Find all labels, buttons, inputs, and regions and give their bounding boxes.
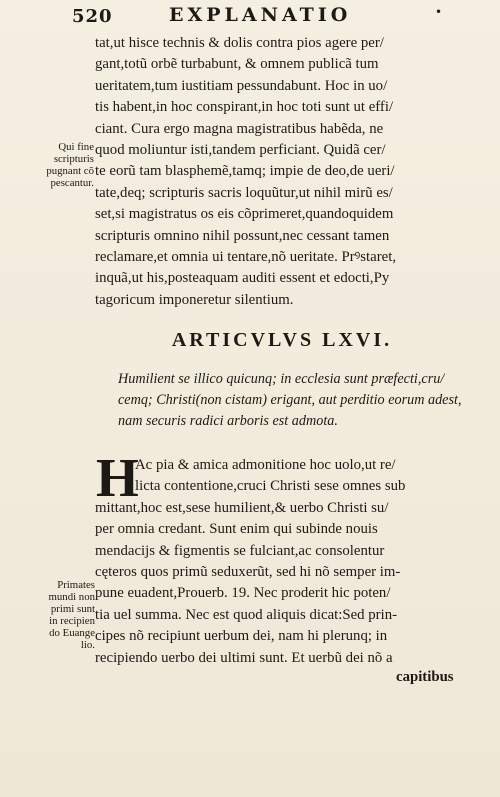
summary-line: cemq; Christi(non cistam) erigant, aut perditio eorum adest, (118, 392, 462, 409)
text-line: gant,totũ orbẽ turbabunt, & omnem publicã tum (95, 56, 379, 73)
text-line: ueritatem,tum iustitiam pessundabunt. Hoc in uo/ (95, 77, 388, 94)
page-number: 520 (72, 6, 113, 27)
margin-note (8, 579, 95, 651)
text-line: quod moliuntur isti,tandem perficiant. Quidã cer/ (95, 142, 386, 159)
text-line: ciant. Cura ergo magna magistratibus habẽda, ne (95, 120, 384, 137)
text-line: inquã,ut his,posteaquam auditi essent et edocti,Py (95, 270, 390, 287)
summary-line: Humilient se illico quicunq; in ecclesia sunt præfecti,cru/ (118, 371, 445, 387)
text-line: tat,ut hisce technis & dolis contra pios agere per/ (95, 35, 384, 51)
text-line: set,si magistratus os eis cõprimeret,quandoquidem (95, 206, 394, 223)
header-mark: • (435, 5, 443, 19)
text-line: cipes nõ recipiunt uerbum dei, nam hi plerunq; in (95, 628, 388, 645)
margin-note-line: pugnant cõ (46, 165, 94, 177)
margin-note-line: primi sunt (50, 603, 95, 615)
margin-note-line: do Euange (49, 627, 95, 639)
summary-line: nam securis radici arboris est admota. (118, 413, 338, 430)
margin-note-line: in recipien (49, 615, 95, 627)
margin-note-line: Primates (57, 579, 95, 591)
margin-note-line: pescantur. (50, 177, 94, 189)
text-line: reclamare,et omnia ui tentare,nõ ueritate. Prꝰstaret, (95, 249, 397, 266)
text-line: tia uel summa. Nec est quod aliquis dicat:Sed prin‑ (95, 606, 398, 623)
page-header (72, 4, 482, 28)
margin-note-line: scripturis (53, 153, 94, 165)
text-line: tis habent,in hoc conspirant,in hoc toti sunt ut effi/ (95, 99, 394, 116)
margin-note-line: mundi non (48, 591, 95, 603)
text-line: pune euadent,Prouerb. 19. Nec proderit hic poten/ (95, 585, 391, 602)
text-line: Ac pia & amica admonitione hoc uolo,ut re/ (135, 457, 396, 473)
text-line: mendacijs & figmentis se fulciant,ac consolentur (95, 542, 385, 559)
text-line: licta contentione,cruci Christi sese omnes sub (135, 478, 406, 495)
running-head: EXPLANATIO (169, 4, 352, 26)
margin-note-line: lio. (80, 639, 95, 651)
article-summary (118, 369, 474, 433)
bottom-text-block (95, 447, 469, 669)
text-line: tagoricum imponeretur silentium. (95, 291, 294, 308)
catchword: capitibus (396, 669, 454, 685)
text-line: te eorũ tam blasphemẽ,tamq; impie de deo,de ueri/ (95, 163, 395, 180)
article-heading: ARTICVLVS LXVI. (171, 329, 393, 351)
text-line: recipiendo uerbo dei ultimi sunt. Et uerbũ dei nõ a (95, 649, 393, 666)
text-line: cęteros quos primũ seduxerũt, sed hi nõ semper im‑ (95, 564, 401, 581)
text-line: tate,deq; scripturis sacris loquũtur,ut nihil mirũ es/ (95, 184, 393, 201)
text-line: mittant,hoc est,sese humilient,& uerbo Christi su/ (95, 499, 389, 516)
top-text-block (95, 33, 469, 311)
drop-cap-initial: H (96, 447, 139, 508)
margin-note (16, 141, 94, 189)
margin-note-line: Qui fine (58, 141, 94, 153)
text-line: per omnia credant. Sunt enim qui subinde nouis (95, 521, 378, 538)
text-line: scripturis omnino nihil possunt,nec cessant tamen (95, 227, 390, 244)
